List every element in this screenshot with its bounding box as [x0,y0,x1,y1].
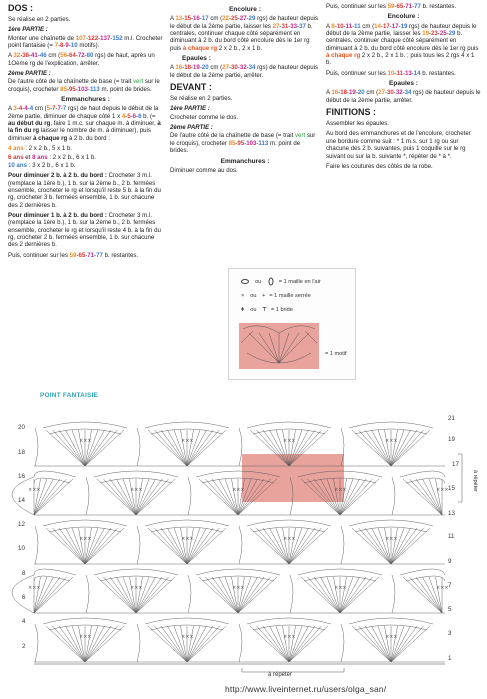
svg-text:×××: ××× [28,487,41,493]
chart-stitches [12,422,445,662]
row-label-6: 6 [22,594,26,601]
row-label-13: 13 [448,510,455,517]
dos-continue: Puis, continuer sur les 59-65-71-77 b. restantes. [8,251,139,259]
fin-border: Au bord des emmanchures et de l'encolure, crocheter une bordure comme suit : * 1 m.s. sur 1 rg ou sur chacune des 2 b. suivantes, puis 1 coquille sur le rg suivant ou sur la b. suivante *, répéter de * à *. [326,130,471,160]
legend-chain: ou = 1 maille en l'air [241,279,321,285]
row-label-5: 5 [448,606,452,613]
row-label-11: 11 [448,533,455,540]
svg-text:×××: ××× [130,487,143,493]
row-label-12: 12 [18,521,25,528]
dos-part1-title: 1ère PARTIE : [8,26,48,34]
col3-ep-text: A 16-18-19-20 cm (27-30-32-34 rgs) de hauteur depuis le début de la 2ème partie, arrêter. [326,89,481,104]
svg-text:×××: ××× [283,634,296,640]
devant-part1-text: Crocheter comme le dos. [170,113,239,121]
section-title-dos: DOS : [8,3,34,13]
row-label-17: 17 [452,461,459,468]
column-right [326,3,481,173]
enc-text: A 13-15-16-17 cm (22-25-27-29 rgs) de hauteur depuis le début de la 2ème partie, laisser les 27-31-33-37 b. centrales, continuer chaque côté séparément en diminuant à 2 b. du bord côté encolure dès le 1er rg puis à chaque rg 2 x 2 b., 2 x 1 b. [170,15,319,52]
motif-swatch-icon [239,323,347,369]
dos-emm-text: A 3-4-4-4 cm (5-7-7-7 rgs) de haut depuis le début de la 2ème partie, diminuer de chaque côté 1 x 4-5-6-6 b. (= au début du rg, faire 1 m.c. sur chaque m. à diminuer, à la fin du rg laisser le nombre de m. à diminuer), puis diminuer à chaque rg à 2 b. du bord : [8,105,161,142]
motif-label: = 1 motif [325,351,347,357]
svg-text:×××: ××× [385,438,398,444]
col3-enc-continue: Puis, continuer sur les 10-11-13-14 b. restantes. [326,69,456,77]
col3-continue: Puis, continuer sur les 59-65-71-77 b. restantes. [326,3,457,10]
devant-emm-title: Emmanchures : [220,157,270,165]
ep-text: A 16-18-19-20 cm (27-30-32-34 rgs) de hauteur depuis le début de la 2ème partie, arrêter. [170,64,319,79]
repeat-bracket-bottom [242,668,344,672]
fin-assemble: Assembler les épaules. [326,120,389,128]
svg-text:×××: ××× [334,487,347,493]
dos-part1-text: Monter une chaînette de 107-122-137-152 m.l. Crocheter point fantaisie (= 7-8-9-10 motifs). [8,34,163,50]
row-label-15: 15 [448,485,455,492]
svg-text:×××: ××× [283,438,296,444]
col3-enc-text: A 8-10-11-11 cm (14-17-17-19 rgs) de hauteur depuis le début de la 2ème partie, laisser les 19-23-25-29 b. centrales, continuer chaque côté séparément en diminuant à 2 b. du bord côté encolure dès le 1er rg puis à chaque rg 2 x 2 b., 2 x 1 b. ; puis tous les 2 rgs 4 x 1 b. [326,22,479,67]
devant-part1-title: 1ère PARTIE : [170,105,210,113]
svg-text:×××: ××× [334,585,347,591]
devant-part2-title: 2ème PARTIE : [170,124,213,132]
chain-symbol-icon [241,279,249,284]
svg-text:×××: ××× [436,487,449,493]
svg-text:×××: ××× [79,536,92,542]
devant-intro: Se réalise en 2 parties. [170,95,233,103]
row-label-1: 1 [448,655,452,662]
svg-text:×××: ××× [436,585,449,591]
section-title-finitions: FINITIONS : [326,107,376,118]
dim2-text: Pour diminuer 2 b. à 2 b. du bord : Crocheter 3 m.l. (remplace la 1ère b.), 1 b. sur la 2ème b., 2 b. fermées ensemble, crocheter le rg et lorsqu'il reste 5 b. à la fin du rg, crocheter 3 b. fermées ensemble, 1 b. sur chacune des 2 dernières b. [8,172,161,209]
row-label-21: 21 [448,415,455,422]
svg-text:×××: ××× [283,536,296,542]
column-dos [8,3,163,262]
repeat-label: à répéter [268,672,293,678]
devant-part2-text: De l'autre côté de la chaînette de base (= trait vert sur le croquis), crocheter 85-95-103-113 m. point de brides. [170,132,316,155]
size-6-8: 6 ans et 8 ans : 2 x 2 b., 6 x 1 b. [8,153,97,161]
column-middle [170,3,320,177]
row-label-14: 14 [18,497,25,504]
dos-intro: Se réalise en 2 parties. [8,16,71,23]
row-label-9: 9 [448,558,452,565]
sc-alt-symbol-icon: + [262,293,266,299]
dc-alt-symbol-icon: ⊤ [262,307,267,313]
row-label-16: 16 [18,473,25,480]
col3-ep-title: Epaules : [389,80,418,88]
dos-part2-title: 2ème PARTIE : [8,70,51,78]
row-label-19: 19 [448,436,455,443]
legend-sc: × ou + = 1 maille serrée [241,293,311,299]
dos-emm-title: Emmanchures : [61,96,110,104]
svg-text:×××: ××× [181,536,194,542]
svg-text:×××: ××× [232,585,245,591]
row-label-18: 18 [18,449,25,456]
row-label-20: 20 [18,424,25,431]
row-label-7: 7 [448,582,452,589]
row-label-8: 8 [22,570,26,577]
stitch-legend [228,268,356,380]
sc-symbol-icon: × [241,293,245,299]
svg-text:×××: ××× [232,487,245,493]
svg-text:×××: ××× [181,634,194,640]
size-4: 4 ans : 2 x 2 b., 5 x 1 b. [8,145,73,153]
col3-enc-title: Encolure : [387,13,420,21]
size-10: 10 ans : 3 x 2 b., 6 x 1 b. [8,161,76,169]
svg-text:×××: ××× [28,585,41,591]
dos-part2-text: De l'autre côté de la chaînette de base (= trait vert sur le croquis), crocheter 85-95-103-113 m. point de brides. [8,78,160,93]
dc-symbol-icon: ǂ [241,307,245,313]
svg-text:×××: ××× [130,585,143,591]
svg-text:×××: ××× [385,634,398,640]
dos-part1-height: A 32-36-41-46 cm (56-64-72-80 rgs) de haut, après un 1Oème rg de l'explication, arrêter. [8,52,155,67]
row-label-2: 2 [22,643,26,650]
ep-title: Epaules : [182,55,211,63]
devant-emm-text: Diminuer comme au dos. [170,166,238,174]
legend-dc: ǂ ou ⊤ = 1 bride [241,307,293,313]
crochet-chart [0,404,487,682]
dim1-text: Pour diminuer 1 b. à 2 b. du bord : Crocheter 3 m.l. (remplace la 1ère b.), 1 b. sur la 2ème b., 2 b. fermées ensemble, crocheter le rg et lorsqu'il reste 4 b. à la fin du rg, crocheter 2 b. fermées ensemble, 1 b. sur chacune des 2 dernières b. [8,211,161,249]
chart-title: POINT FANTAISIE [40,392,99,399]
chain-alt-symbol-icon [268,278,273,286]
svg-text:×××: ××× [79,438,92,444]
source-url: http://www.liveinternet.ru/users/olga_san/ [225,684,387,694]
svg-text:×××: ××× [181,438,194,444]
svg-text:×××: ××× [79,634,92,640]
row-label-10: 10 [18,545,25,552]
row-label-3: 3 [448,630,452,637]
side-repeat-label: à répéter [472,470,478,493]
section-title-devant: DEVANT : [170,82,212,93]
row-label-4: 4 [22,618,26,625]
fin-seams: Faire les coutures des côtés de la robe. [326,162,433,170]
svg-text:×××: ××× [385,536,398,542]
enc-title: Encolure : [229,6,261,13]
